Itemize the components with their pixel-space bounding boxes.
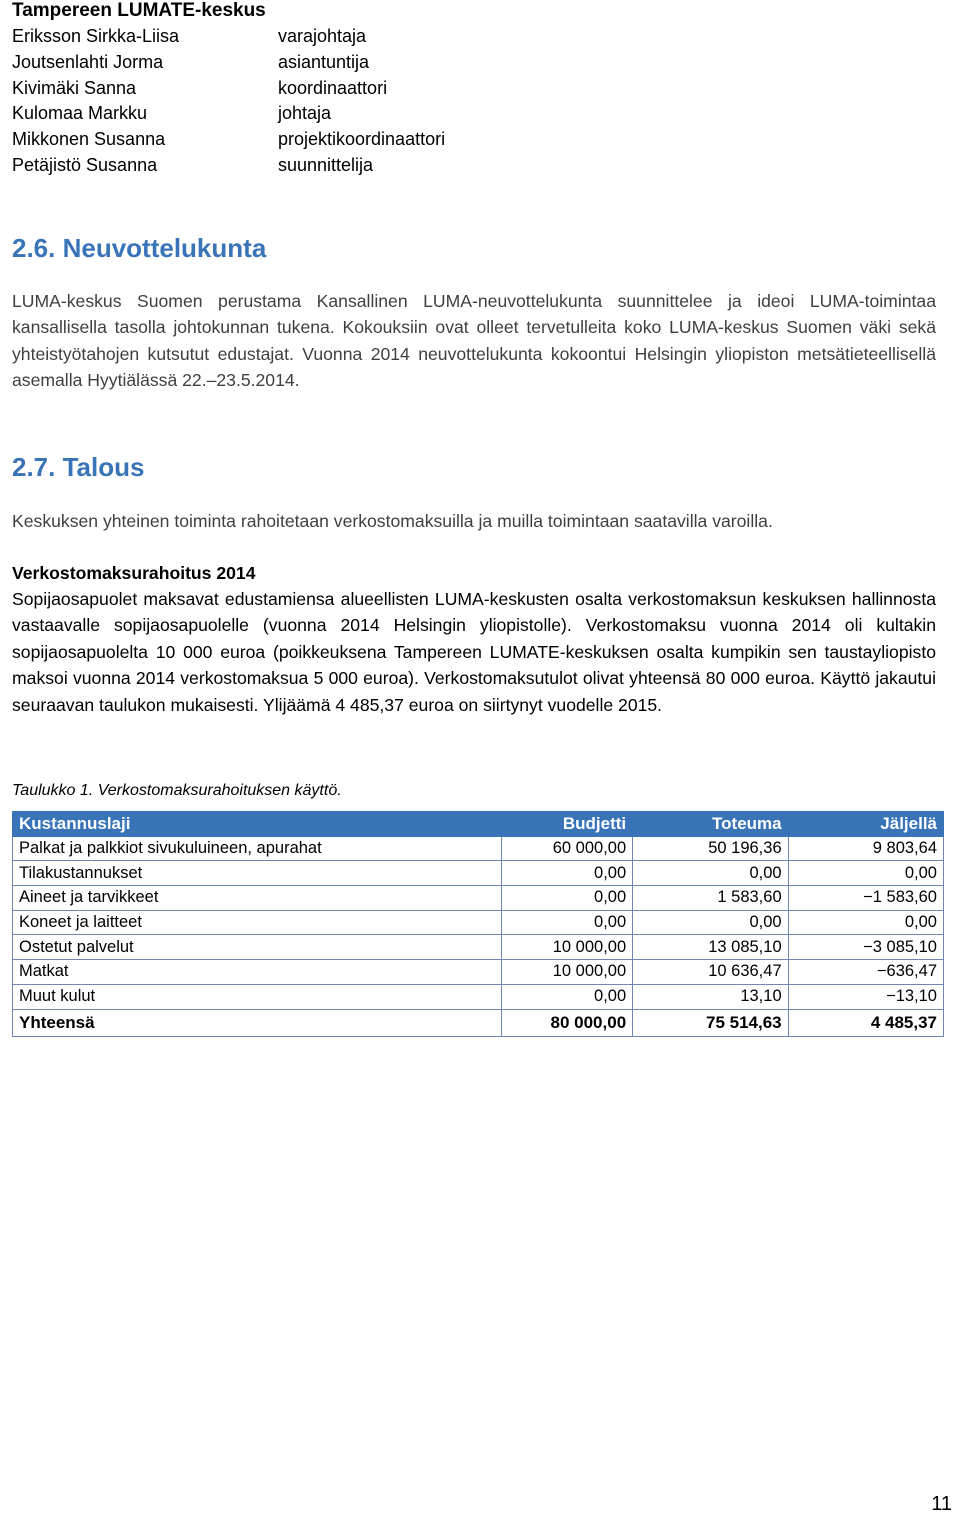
table-cell: −3 085,10 [788, 935, 943, 960]
table-cell: 0,00 [788, 861, 943, 886]
staff-row [12, 153, 445, 179]
table-cell: 1 583,60 [633, 886, 788, 911]
staff-role: asiantuntija [278, 51, 370, 72]
staff-role: projektikoordinaattori [278, 129, 446, 150]
table-row [13, 861, 944, 886]
table-cell: 0,00 [501, 984, 632, 1009]
table-cell: 10 000,00 [501, 935, 632, 960]
staff-row [12, 101, 445, 127]
table-cell: Ostetut palvelut [13, 935, 502, 960]
column-header-budjetti: Budjetti [501, 812, 632, 837]
staff-row [12, 127, 445, 153]
total-label: Yhteensä [13, 1009, 502, 1036]
table-cell: Koneet ja laitteet [13, 910, 502, 935]
staff-name: Mikkonen Susanna [12, 129, 166, 150]
table-cell: 10 636,47 [633, 960, 788, 985]
table-caption: Taulukko 1. Verkostomaksurahoituksen käyttö. [12, 782, 342, 799]
table-cell: 50 196,36 [633, 836, 788, 861]
staff-name: Joutsenlahti Jorma [12, 51, 164, 72]
table-cell: 0,00 [633, 861, 788, 886]
table-cell: 0,00 [501, 861, 632, 886]
table-row [13, 886, 944, 911]
table-cell: Matkat [13, 960, 502, 985]
table-cell: 0,00 [788, 910, 943, 935]
verkostomaksu-paragraph: Sopijaosapuolet maksavat edustamiensa alueellisten LUMA-keskusten osalta verkostomaksun keskuksen hallinnosta vastaavalle sopijaosapuolelle (vuonna 2014 Helsingin yliopistolle). Verkostomaksu vuonna 2014 oli kultakin sopijaosapuolelta 10 000 euroa (poikkeuksena Tampereen LUMATE-keskuksen osalta kumpikin sen taustayliopisto maksoi vuonna 2014 verkostomaksua 5 000 euroa). Verkostomaksutulot olivat yhteensä 80 000 euroa. Käyttö jakautui seuraavan taulukon mukaisesti. Ylijäämä 4 485,37 euroa on siirtynyt vuodelle 2015. [12, 589, 936, 715]
table-cell: Muut kulut [13, 984, 502, 1009]
table-row [13, 836, 944, 861]
column-header-toteuma: Toteuma [633, 812, 788, 837]
table-row [13, 960, 944, 985]
total-jaljella: 4 485,37 [788, 1009, 943, 1036]
column-header-kustannuslaji: Kustannuslaji [13, 812, 502, 837]
staff-role: koordinaattori [278, 77, 388, 98]
staff-role: varajohtaja [278, 26, 367, 46]
table-cell: 10 000,00 [501, 960, 632, 985]
staff-name: Kivimäki Sanna [12, 77, 137, 98]
talous-paragraph: Keskuksen yhteinen toiminta rahoitetaan verkostomaksuilla ja muilla toimintaan saatavilla varoilla. [12, 511, 773, 531]
staff-name: Eriksson Sirkka-Liisa [12, 26, 180, 46]
table-cell: 0,00 [501, 910, 632, 935]
table-cell: Palkat ja palkkiot sivukuluineen, apurahat [13, 836, 502, 861]
page-number: 11 [931, 1493, 952, 1515]
staff-name: Petäjistö Susanna [12, 154, 158, 175]
staff-role: johtaja [278, 103, 332, 124]
total-budjetti: 80 000,00 [501, 1009, 632, 1036]
table-row [13, 910, 944, 935]
table-cell: 13,10 [633, 984, 788, 1009]
staff-row [12, 76, 445, 102]
table-cell: −13,10 [788, 984, 943, 1009]
table-header-row [13, 812, 944, 837]
verkostomaksu-subheading: Verkostomaksurahoitus 2014 [12, 563, 256, 583]
table-cell: Tilakustannukset [13, 861, 502, 886]
table-cell: 0,00 [633, 910, 788, 935]
neuvottelukunta-paragraph: LUMA-keskus Suomen perustama Kansallinen LUMA-neuvottelukunta suunnittelee ja ideoi LUMA-toimintaa kansallisella tasolla johtokunnan tukena. Kokouksiin ovat olleet tervetulleita koko LUMA-keskus Suomen väki sekä yhteistyötahojen kutsutut edustajat. Vuonna 2014 neuvottelukunta kokoontui Helsingin yliopiston metsätieteellisellä asemalla Hyytiälässä 22.–23.5.2014. [12, 291, 936, 391]
center-title: Tampereen LUMATE-keskus [12, 0, 266, 21]
table-cell: −636,47 [788, 960, 943, 985]
section-heading-neuvottelukunta: 2.6. Neuvottelukunta [12, 233, 267, 263]
section-heading-talous: 2.7. Talous [12, 452, 145, 482]
table-cell: 13 085,10 [633, 935, 788, 960]
table-cell: Aineet ja tarvikkeet [13, 886, 502, 911]
table-cell: 0,00 [501, 886, 632, 911]
staff-role: suunnittelija [278, 154, 374, 175]
table-row [13, 984, 944, 1009]
staff-row [12, 50, 445, 76]
table-cell: −1 583,60 [788, 886, 943, 911]
table-cell: 60 000,00 [501, 836, 632, 861]
budget-table [12, 811, 944, 1037]
staff-row [12, 24, 445, 50]
total-toteuma: 75 514,63 [633, 1009, 788, 1036]
column-header-jaljella: Jäljellä [788, 812, 943, 837]
table-total-row [13, 1009, 944, 1036]
table-row [13, 935, 944, 960]
staff-list [12, 24, 445, 179]
table-cell: 9 803,64 [788, 836, 943, 861]
staff-name: Kulomaa Markku [12, 103, 148, 124]
